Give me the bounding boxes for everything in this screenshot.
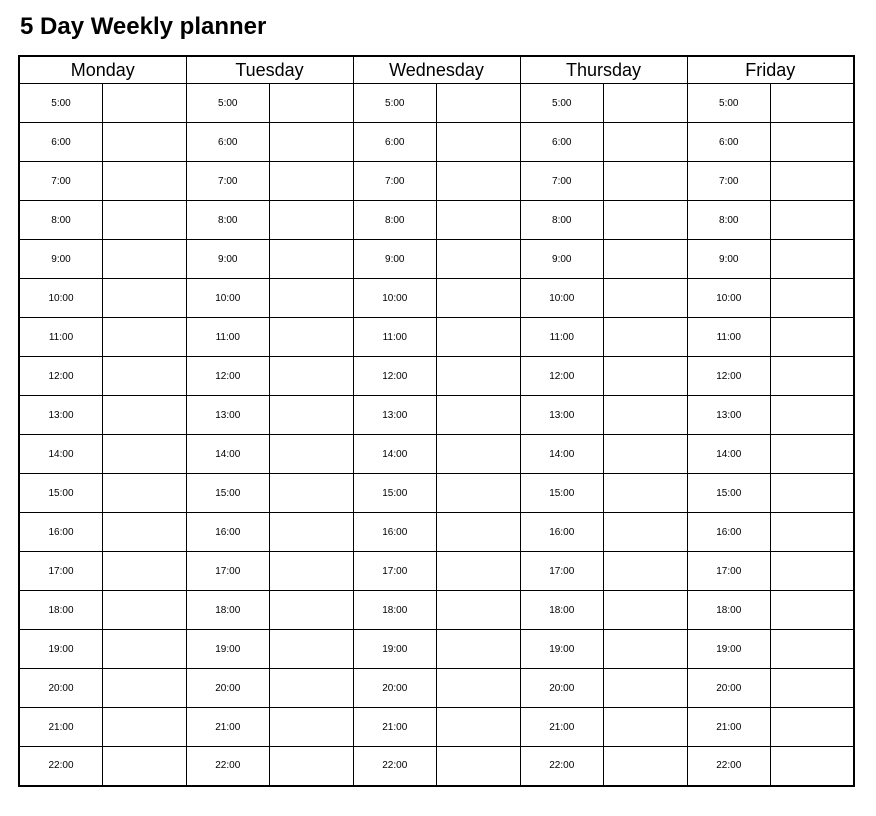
entry-cell-wednesday-10-00 bbox=[437, 279, 521, 318]
time-label-wednesday-7-00: 7:00 bbox=[353, 162, 437, 201]
time-label-wednesday-13-00: 13:00 bbox=[353, 396, 437, 435]
time-label-thursday-8-00: 8:00 bbox=[520, 201, 604, 240]
entry-cell-tuesday-21-00 bbox=[270, 708, 354, 747]
day-header-friday: Friday bbox=[687, 56, 854, 84]
day-header-row bbox=[19, 56, 854, 84]
time-label-wednesday-17-00: 17:00 bbox=[353, 552, 437, 591]
time-label-thursday-17-00: 17:00 bbox=[520, 552, 604, 591]
time-label-tuesday-15-00: 15:00 bbox=[186, 474, 270, 513]
time-label-thursday-15-00: 15:00 bbox=[520, 474, 604, 513]
entry-cell-thursday-22-00 bbox=[604, 747, 688, 786]
time-label-tuesday-21-00: 21:00 bbox=[186, 708, 270, 747]
day-header-wednesday: Wednesday bbox=[353, 56, 520, 84]
entry-cell-tuesday-13-00 bbox=[270, 396, 354, 435]
time-row-10-00 bbox=[19, 279, 854, 318]
entry-cell-monday-13-00 bbox=[103, 396, 187, 435]
time-label-tuesday-8-00: 8:00 bbox=[186, 201, 270, 240]
day-header-monday: Monday bbox=[19, 56, 186, 84]
time-label-friday-9-00: 9:00 bbox=[687, 240, 771, 279]
time-row-18-00 bbox=[19, 591, 854, 630]
time-label-monday-5-00: 5:00 bbox=[19, 84, 103, 123]
entry-cell-thursday-19-00 bbox=[604, 630, 688, 669]
time-label-monday-11-00: 11:00 bbox=[19, 318, 103, 357]
entry-cell-thursday-21-00 bbox=[604, 708, 688, 747]
time-label-tuesday-14-00: 14:00 bbox=[186, 435, 270, 474]
entry-cell-friday-15-00 bbox=[771, 474, 855, 513]
entry-cell-wednesday-6-00 bbox=[437, 123, 521, 162]
time-row-6-00 bbox=[19, 123, 854, 162]
time-label-friday-19-00: 19:00 bbox=[687, 630, 771, 669]
entry-cell-monday-10-00 bbox=[103, 279, 187, 318]
time-label-wednesday-16-00: 16:00 bbox=[353, 513, 437, 552]
entry-cell-wednesday-13-00 bbox=[437, 396, 521, 435]
entry-cell-wednesday-18-00 bbox=[437, 591, 521, 630]
time-label-thursday-20-00: 20:00 bbox=[520, 669, 604, 708]
entry-cell-friday-8-00 bbox=[771, 201, 855, 240]
time-label-thursday-11-00: 11:00 bbox=[520, 318, 604, 357]
time-label-monday-14-00: 14:00 bbox=[19, 435, 103, 474]
entry-cell-tuesday-11-00 bbox=[270, 318, 354, 357]
entry-cell-thursday-7-00 bbox=[604, 162, 688, 201]
entry-cell-friday-22-00 bbox=[771, 747, 855, 786]
entry-cell-tuesday-9-00 bbox=[270, 240, 354, 279]
entry-cell-tuesday-22-00 bbox=[270, 747, 354, 786]
time-label-tuesday-10-00: 10:00 bbox=[186, 279, 270, 318]
entry-cell-monday-17-00 bbox=[103, 552, 187, 591]
time-label-thursday-7-00: 7:00 bbox=[520, 162, 604, 201]
entry-cell-monday-11-00 bbox=[103, 318, 187, 357]
entry-cell-thursday-10-00 bbox=[604, 279, 688, 318]
planner-table bbox=[18, 55, 855, 787]
entry-cell-monday-15-00 bbox=[103, 474, 187, 513]
time-label-monday-7-00: 7:00 bbox=[19, 162, 103, 201]
entry-cell-monday-8-00 bbox=[103, 201, 187, 240]
entry-cell-tuesday-20-00 bbox=[270, 669, 354, 708]
time-label-tuesday-17-00: 17:00 bbox=[186, 552, 270, 591]
time-label-wednesday-21-00: 21:00 bbox=[353, 708, 437, 747]
time-row-8-00 bbox=[19, 201, 854, 240]
time-label-friday-20-00: 20:00 bbox=[687, 669, 771, 708]
entry-cell-wednesday-8-00 bbox=[437, 201, 521, 240]
entry-cell-wednesday-9-00 bbox=[437, 240, 521, 279]
entry-cell-wednesday-11-00 bbox=[437, 318, 521, 357]
time-label-monday-19-00: 19:00 bbox=[19, 630, 103, 669]
time-label-tuesday-19-00: 19:00 bbox=[186, 630, 270, 669]
entry-cell-wednesday-15-00 bbox=[437, 474, 521, 513]
time-label-wednesday-6-00: 6:00 bbox=[353, 123, 437, 162]
entry-cell-tuesday-5-00 bbox=[270, 84, 354, 123]
time-label-thursday-22-00: 22:00 bbox=[520, 747, 604, 786]
entry-cell-tuesday-18-00 bbox=[270, 591, 354, 630]
entry-cell-tuesday-16-00 bbox=[270, 513, 354, 552]
time-label-tuesday-20-00: 20:00 bbox=[186, 669, 270, 708]
time-row-14-00 bbox=[19, 435, 854, 474]
time-row-16-00 bbox=[19, 513, 854, 552]
entry-cell-thursday-11-00 bbox=[604, 318, 688, 357]
entry-cell-monday-6-00 bbox=[103, 123, 187, 162]
entry-cell-friday-7-00 bbox=[771, 162, 855, 201]
time-label-thursday-10-00: 10:00 bbox=[520, 279, 604, 318]
entry-cell-monday-16-00 bbox=[103, 513, 187, 552]
entry-cell-wednesday-5-00 bbox=[437, 84, 521, 123]
entry-cell-thursday-15-00 bbox=[604, 474, 688, 513]
time-label-thursday-6-00: 6:00 bbox=[520, 123, 604, 162]
entry-cell-monday-9-00 bbox=[103, 240, 187, 279]
time-label-friday-16-00: 16:00 bbox=[687, 513, 771, 552]
time-label-tuesday-12-00: 12:00 bbox=[186, 357, 270, 396]
time-label-friday-10-00: 10:00 bbox=[687, 279, 771, 318]
entry-cell-monday-22-00 bbox=[103, 747, 187, 786]
time-label-thursday-9-00: 9:00 bbox=[520, 240, 604, 279]
entry-cell-tuesday-7-00 bbox=[270, 162, 354, 201]
time-row-12-00 bbox=[19, 357, 854, 396]
time-label-monday-10-00: 10:00 bbox=[19, 279, 103, 318]
time-row-7-00 bbox=[19, 162, 854, 201]
time-row-11-00 bbox=[19, 318, 854, 357]
time-label-monday-6-00: 6:00 bbox=[19, 123, 103, 162]
time-label-thursday-16-00: 16:00 bbox=[520, 513, 604, 552]
time-label-tuesday-5-00: 5:00 bbox=[186, 84, 270, 123]
time-label-friday-22-00: 22:00 bbox=[687, 747, 771, 786]
time-label-wednesday-18-00: 18:00 bbox=[353, 591, 437, 630]
entry-cell-thursday-16-00 bbox=[604, 513, 688, 552]
time-row-22-00 bbox=[19, 747, 854, 786]
time-label-thursday-13-00: 13:00 bbox=[520, 396, 604, 435]
entry-cell-friday-10-00 bbox=[771, 279, 855, 318]
entry-cell-thursday-12-00 bbox=[604, 357, 688, 396]
day-header-tuesday: Tuesday bbox=[186, 56, 353, 84]
time-label-monday-9-00: 9:00 bbox=[19, 240, 103, 279]
time-label-tuesday-6-00: 6:00 bbox=[186, 123, 270, 162]
time-label-wednesday-8-00: 8:00 bbox=[353, 201, 437, 240]
entry-cell-wednesday-19-00 bbox=[437, 630, 521, 669]
time-label-friday-11-00: 11:00 bbox=[687, 318, 771, 357]
time-label-monday-22-00: 22:00 bbox=[19, 747, 103, 786]
entry-cell-friday-11-00 bbox=[771, 318, 855, 357]
time-label-monday-15-00: 15:00 bbox=[19, 474, 103, 513]
entry-cell-thursday-6-00 bbox=[604, 123, 688, 162]
entry-cell-thursday-8-00 bbox=[604, 201, 688, 240]
time-label-wednesday-12-00: 12:00 bbox=[353, 357, 437, 396]
entry-cell-tuesday-15-00 bbox=[270, 474, 354, 513]
time-label-wednesday-11-00: 11:00 bbox=[353, 318, 437, 357]
entry-cell-tuesday-8-00 bbox=[270, 201, 354, 240]
time-row-9-00 bbox=[19, 240, 854, 279]
entry-cell-friday-14-00 bbox=[771, 435, 855, 474]
entry-cell-friday-20-00 bbox=[771, 669, 855, 708]
time-label-friday-5-00: 5:00 bbox=[687, 84, 771, 123]
time-label-friday-18-00: 18:00 bbox=[687, 591, 771, 630]
time-label-tuesday-18-00: 18:00 bbox=[186, 591, 270, 630]
entry-cell-tuesday-12-00 bbox=[270, 357, 354, 396]
time-label-friday-21-00: 21:00 bbox=[687, 708, 771, 747]
entry-cell-friday-13-00 bbox=[771, 396, 855, 435]
time-label-tuesday-13-00: 13:00 bbox=[186, 396, 270, 435]
entry-cell-thursday-13-00 bbox=[604, 396, 688, 435]
entry-cell-monday-7-00 bbox=[103, 162, 187, 201]
time-label-tuesday-7-00: 7:00 bbox=[186, 162, 270, 201]
time-label-friday-17-00: 17:00 bbox=[687, 552, 771, 591]
entry-cell-tuesday-17-00 bbox=[270, 552, 354, 591]
time-label-monday-12-00: 12:00 bbox=[19, 357, 103, 396]
entry-cell-thursday-14-00 bbox=[604, 435, 688, 474]
time-label-thursday-18-00: 18:00 bbox=[520, 591, 604, 630]
entry-cell-friday-19-00 bbox=[771, 630, 855, 669]
entry-cell-friday-5-00 bbox=[771, 84, 855, 123]
time-label-wednesday-10-00: 10:00 bbox=[353, 279, 437, 318]
time-row-15-00 bbox=[19, 474, 854, 513]
entry-cell-wednesday-21-00 bbox=[437, 708, 521, 747]
time-label-wednesday-14-00: 14:00 bbox=[353, 435, 437, 474]
time-label-friday-14-00: 14:00 bbox=[687, 435, 771, 474]
entry-cell-wednesday-14-00 bbox=[437, 435, 521, 474]
time-row-20-00 bbox=[19, 669, 854, 708]
time-label-monday-18-00: 18:00 bbox=[19, 591, 103, 630]
time-label-monday-17-00: 17:00 bbox=[19, 552, 103, 591]
entry-cell-wednesday-12-00 bbox=[437, 357, 521, 396]
time-row-13-00 bbox=[19, 396, 854, 435]
page-title: 5 Day Weekly planner bbox=[20, 13, 267, 40]
time-label-thursday-14-00: 14:00 bbox=[520, 435, 604, 474]
time-label-friday-15-00: 15:00 bbox=[687, 474, 771, 513]
entry-cell-wednesday-16-00 bbox=[437, 513, 521, 552]
entry-cell-friday-17-00 bbox=[771, 552, 855, 591]
entry-cell-thursday-20-00 bbox=[604, 669, 688, 708]
time-label-tuesday-22-00: 22:00 bbox=[186, 747, 270, 786]
planner-body bbox=[19, 84, 854, 786]
time-label-monday-21-00: 21:00 bbox=[19, 708, 103, 747]
time-label-thursday-12-00: 12:00 bbox=[520, 357, 604, 396]
time-label-monday-13-00: 13:00 bbox=[19, 396, 103, 435]
entry-cell-friday-12-00 bbox=[771, 357, 855, 396]
time-label-thursday-19-00: 19:00 bbox=[520, 630, 604, 669]
entry-cell-wednesday-22-00 bbox=[437, 747, 521, 786]
time-label-tuesday-9-00: 9:00 bbox=[186, 240, 270, 279]
entry-cell-monday-19-00 bbox=[103, 630, 187, 669]
time-label-thursday-5-00: 5:00 bbox=[520, 84, 604, 123]
time-label-wednesday-9-00: 9:00 bbox=[353, 240, 437, 279]
entry-cell-tuesday-19-00 bbox=[270, 630, 354, 669]
time-label-wednesday-5-00: 5:00 bbox=[353, 84, 437, 123]
entry-cell-friday-16-00 bbox=[771, 513, 855, 552]
entry-cell-tuesday-6-00 bbox=[270, 123, 354, 162]
entry-cell-thursday-5-00 bbox=[604, 84, 688, 123]
entry-cell-monday-14-00 bbox=[103, 435, 187, 474]
entry-cell-monday-5-00 bbox=[103, 84, 187, 123]
time-label-wednesday-15-00: 15:00 bbox=[353, 474, 437, 513]
time-label-wednesday-22-00: 22:00 bbox=[353, 747, 437, 786]
time-row-17-00 bbox=[19, 552, 854, 591]
entry-cell-monday-20-00 bbox=[103, 669, 187, 708]
time-label-monday-16-00: 16:00 bbox=[19, 513, 103, 552]
time-label-monday-20-00: 20:00 bbox=[19, 669, 103, 708]
entry-cell-wednesday-7-00 bbox=[437, 162, 521, 201]
time-label-friday-12-00: 12:00 bbox=[687, 357, 771, 396]
time-label-wednesday-19-00: 19:00 bbox=[353, 630, 437, 669]
entry-cell-wednesday-20-00 bbox=[437, 669, 521, 708]
entry-cell-thursday-9-00 bbox=[604, 240, 688, 279]
time-label-friday-13-00: 13:00 bbox=[687, 396, 771, 435]
entry-cell-wednesday-17-00 bbox=[437, 552, 521, 591]
time-label-friday-6-00: 6:00 bbox=[687, 123, 771, 162]
time-label-wednesday-20-00: 20:00 bbox=[353, 669, 437, 708]
time-row-21-00 bbox=[19, 708, 854, 747]
day-header-thursday: Thursday bbox=[520, 56, 687, 84]
time-label-monday-8-00: 8:00 bbox=[19, 201, 103, 240]
entry-cell-monday-12-00 bbox=[103, 357, 187, 396]
time-label-tuesday-11-00: 11:00 bbox=[186, 318, 270, 357]
entry-cell-thursday-17-00 bbox=[604, 552, 688, 591]
time-label-friday-7-00: 7:00 bbox=[687, 162, 771, 201]
entry-cell-tuesday-14-00 bbox=[270, 435, 354, 474]
time-label-friday-8-00: 8:00 bbox=[687, 201, 771, 240]
entry-cell-friday-18-00 bbox=[771, 591, 855, 630]
entry-cell-friday-21-00 bbox=[771, 708, 855, 747]
time-label-tuesday-16-00: 16:00 bbox=[186, 513, 270, 552]
time-label-thursday-21-00: 21:00 bbox=[520, 708, 604, 747]
entry-cell-friday-6-00 bbox=[771, 123, 855, 162]
time-row-19-00 bbox=[19, 630, 854, 669]
time-row-5-00 bbox=[19, 84, 854, 123]
entry-cell-tuesday-10-00 bbox=[270, 279, 354, 318]
entry-cell-thursday-18-00 bbox=[604, 591, 688, 630]
entry-cell-monday-18-00 bbox=[103, 591, 187, 630]
entry-cell-friday-9-00 bbox=[771, 240, 855, 279]
entry-cell-monday-21-00 bbox=[103, 708, 187, 747]
